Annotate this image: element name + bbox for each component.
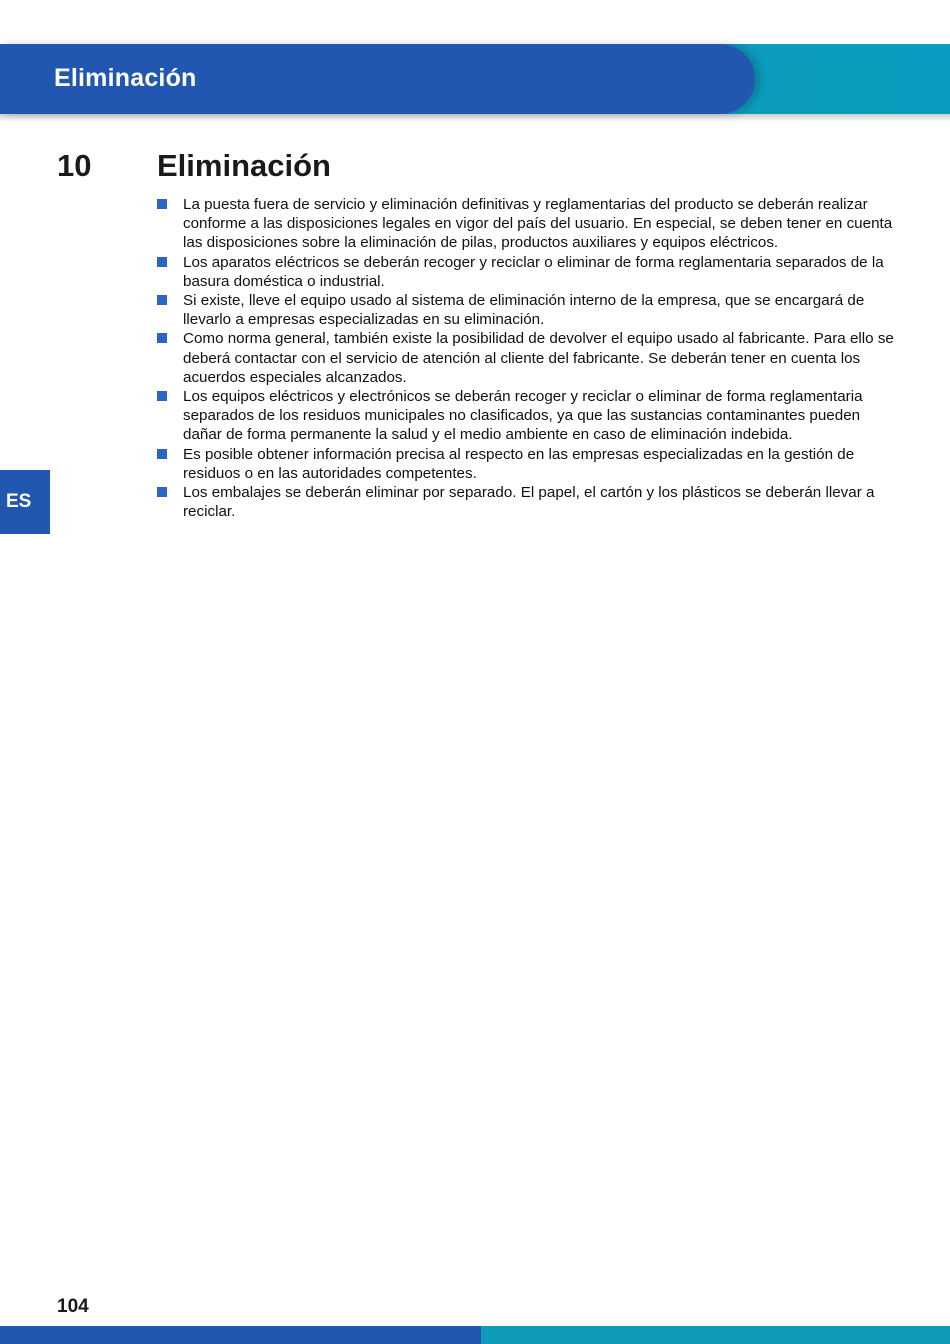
square-bullet-icon: [157, 295, 167, 305]
language-tab-label: ES: [6, 491, 32, 512]
page-number: 104: [57, 1296, 89, 1317]
list-item-text: La puesta fuera de servicio y eliminación definitivas y reglamentarias del producto se deberán realizar conforme a las disposiciones legales en vigor del país del usuario. En especial, se deben tener en cuenta las disposiciones sobre la eliminación de pilas, productos auxiliares y equipos eléctricos.: [183, 196, 893, 252]
list-item-text: Los equipos eléctricos y electrónicos se deberán recoger y reciclar o eliminar de forma reglamentaria separados de los residuos municipales no clasificados, ya que las sustancias contaminantes pueden dañar de forma permanente la salud y el medio ambiente en caso de eliminación indebida.: [183, 388, 863, 444]
list-item-text: Como norma general, también existe la posibilidad de devolver el equipo usado al fabricante. Para ello se deberá contactar con el servicio de atención al cliente del fabricante. Se deberán tener en cuenta los acuerdos especiales alcanzados.: [183, 330, 894, 386]
list-item: [157, 329, 897, 387]
list-item-text: Es posible obtener información precisa al respecto en las empresas especializadas en la gestión de residuos o en las autoridades competentes.: [183, 445, 855, 482]
header-title: Eliminación: [54, 64, 197, 92]
list-item: [157, 445, 897, 483]
list-item: [157, 291, 897, 329]
footer-bar-blue: [0, 1326, 481, 1344]
list-item: [157, 253, 897, 291]
square-bullet-icon: [157, 333, 167, 343]
list-item: [157, 387, 897, 445]
header-shadow: [0, 114, 950, 122]
list-item: [157, 195, 897, 253]
square-bullet-icon: [157, 391, 167, 401]
list-item: [157, 483, 897, 521]
section-number: 10: [57, 148, 92, 183]
square-bullet-icon: [157, 487, 167, 497]
language-tab: [0, 470, 50, 534]
list-item-text: Si existe, lleve el equipo usado al sistema de eliminación interno de la empresa, que se encargará de llevarlo a empresas especializadas en su eliminación.: [183, 292, 865, 329]
footer-bar-teal: [481, 1326, 950, 1344]
square-bullet-icon: [157, 257, 167, 267]
square-bullet-icon: [157, 449, 167, 459]
section-title: Eliminación: [157, 148, 331, 183]
list-item-text: Los embalajes se deberán eliminar por separado. El papel, el cartón y los plásticos se deberán llevar a reciclar.: [183, 484, 875, 521]
disposal-bullet-list: [157, 195, 897, 521]
header-blue-tab: [0, 44, 755, 114]
page-header-band: [0, 44, 950, 114]
list-item-text: Los aparatos eléctricos se deberán recoger y reciclar o eliminar de forma reglamentaria separados de la basura doméstica o industrial.: [183, 253, 884, 290]
square-bullet-icon: [157, 199, 167, 209]
